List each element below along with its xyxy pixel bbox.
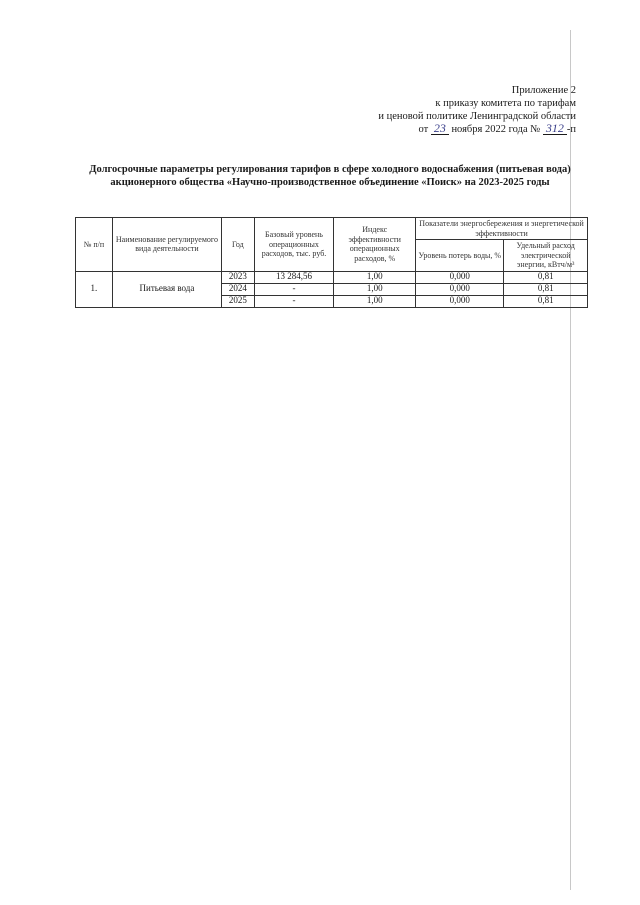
header-num: № п/п	[76, 218, 113, 272]
cell-base: 13 284,56	[254, 271, 334, 283]
cell-base: -	[254, 283, 334, 295]
cell-spec: 0,81	[504, 271, 588, 283]
header-specific-consumption: Удельный расход электрической энергии, кВтч/м³	[504, 240, 588, 272]
header-year: Год	[222, 218, 255, 272]
document-title: Долгосрочные параметры регулирования тарифов в сфере холодного водоснабжения (питьевая вода) акционерного общества «Научно-производственное объединение «Поиск» на 2023-2025 годы	[89, 164, 571, 188]
table-row	[76, 271, 588, 283]
page-edge-line	[570, 30, 571, 890]
order-date-line	[378, 123, 576, 136]
cell-year: 2023	[222, 271, 255, 283]
handwritten-order-number: 312	[543, 123, 567, 135]
cell-loss: 0,000	[416, 283, 504, 295]
handwritten-day: 23	[431, 123, 449, 135]
order-suffix: -п	[566, 124, 576, 135]
parameters-table	[75, 217, 588, 308]
cell-spec: 0,81	[504, 283, 588, 295]
header-efficiency-index: Индекс эффективности операционных расходов, %	[334, 218, 416, 272]
cell-index: 1,00	[334, 283, 416, 295]
committee-name: и ценовой политике Ленинградской области	[378, 111, 576, 122]
header-energy-group: Показатели энергосбережения и энергетической эффективности	[416, 218, 588, 240]
month-year: ноября 2022 года №	[451, 124, 541, 135]
header-water-loss: Уровень потерь воды, %	[416, 240, 504, 272]
appendix-title: Приложение 2	[511, 85, 576, 96]
header-activity: Наименование регулируемого вида деятельности	[112, 218, 221, 272]
cell-loss: 0,000	[416, 295, 504, 307]
cell-spec: 0,81	[504, 295, 588, 307]
cell-base: -	[254, 295, 334, 307]
row-number: 1.	[76, 271, 113, 307]
cell-year: 2024	[222, 283, 255, 295]
cell-index: 1,00	[334, 295, 416, 307]
date-prefix: от	[418, 124, 429, 135]
cell-year: 2025	[222, 295, 255, 307]
appendix-header	[378, 84, 576, 136]
order-reference: к приказу комитета по тарифам	[435, 98, 576, 109]
cell-loss: 0,000	[416, 271, 504, 283]
cell-index: 1,00	[334, 271, 416, 283]
activity-name: Питьевая вода	[112, 271, 221, 307]
header-base-level: Базовый уровень операционных расходов, тыс. руб.	[254, 218, 334, 272]
